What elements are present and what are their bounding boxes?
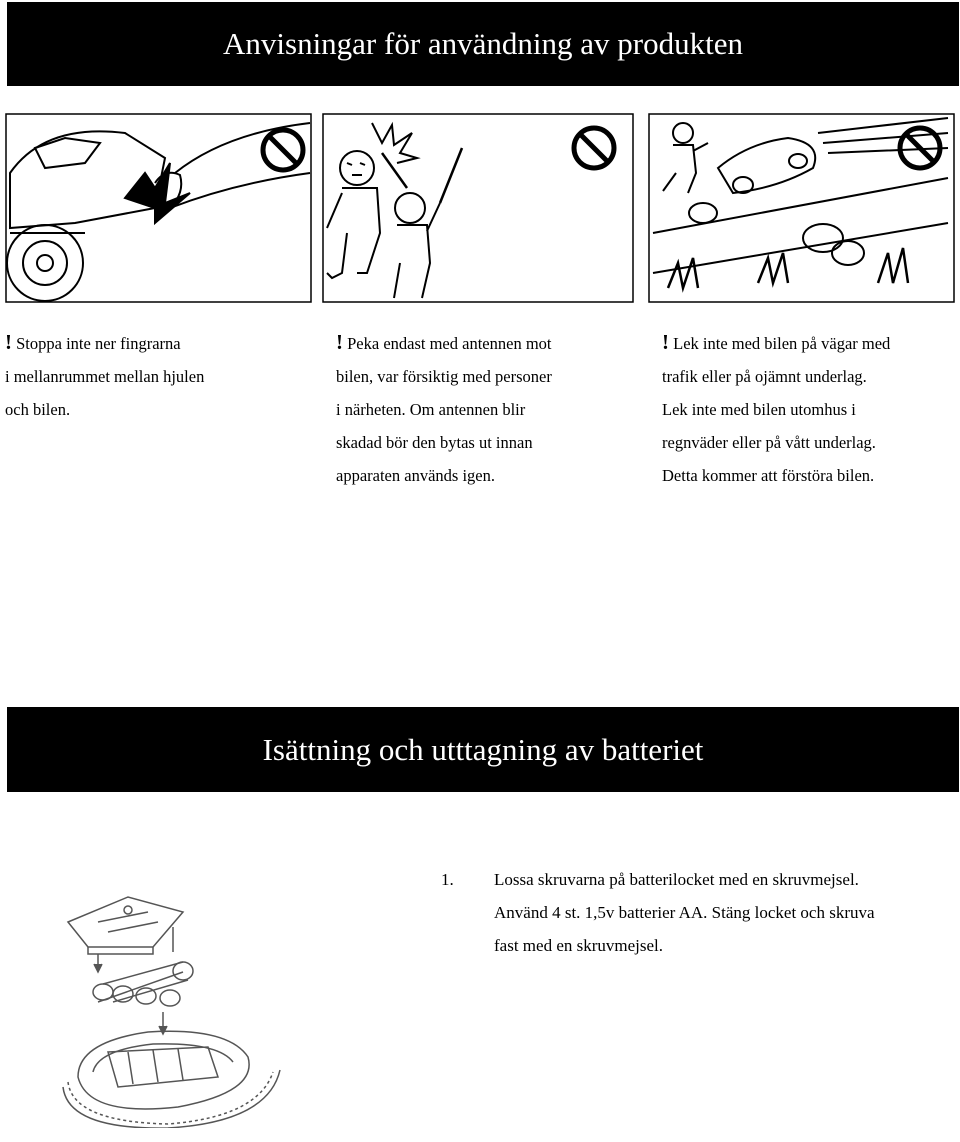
warning-antenna [336, 327, 636, 492]
step-line: Lossa skruvarna på batterilocket med en skruvmejsel. [494, 870, 859, 889]
warning-mark: ! [662, 330, 669, 354]
warning-line: Stoppa inte ner fingrarna [16, 334, 181, 353]
usage-section-header [7, 2, 959, 86]
warning-road [662, 327, 954, 492]
usage-section-title: Anvisningar för användning av produkten [223, 26, 743, 61]
warning-line: bilen, var försiktig med personer [336, 367, 552, 386]
step-line: fast med en skruvmejsel. [494, 936, 664, 955]
battery-section-title: Isättning och utttagning av batteriet [262, 731, 704, 767]
warning-mark: ! [5, 330, 12, 354]
battery-section-header [7, 707, 959, 792]
warning-line: regnväder eller på vått underlag. [662, 433, 876, 452]
warning-mark: ! [336, 330, 343, 354]
step-line: Använd 4 st. 1,5v batterier AA. Stäng locket och skruva [494, 903, 875, 922]
battery-step-1 [441, 863, 941, 962]
warning-line: Detta kommer att förstöra bilen. [662, 466, 875, 485]
warning-line: skadad bör den bytas ut innan [336, 433, 533, 452]
warning-line: apparaten används igen. [336, 466, 495, 485]
warning-fingers [5, 327, 305, 426]
antenna-person-illustration [322, 113, 634, 303]
warning-line: Lek inte med bilen utomhus i [662, 400, 856, 419]
finger-wheel-illustration [5, 113, 312, 303]
car-road-illustration [648, 113, 955, 303]
warning-line: och bilen. [5, 400, 71, 419]
step-number: 1. [441, 870, 454, 889]
warning-line: Peka endast med antennen mot [347, 334, 552, 353]
battery-install-illustration [58, 892, 288, 1128]
warning-line: Lek inte med bilen på vägar med [673, 334, 891, 353]
warning-line: i närheten. Om antennen blir [336, 400, 526, 419]
warning-line: trafik eller på ojämnt underlag. [662, 367, 867, 386]
warning-line: i mellanrummet mellan hjulen [5, 367, 205, 386]
